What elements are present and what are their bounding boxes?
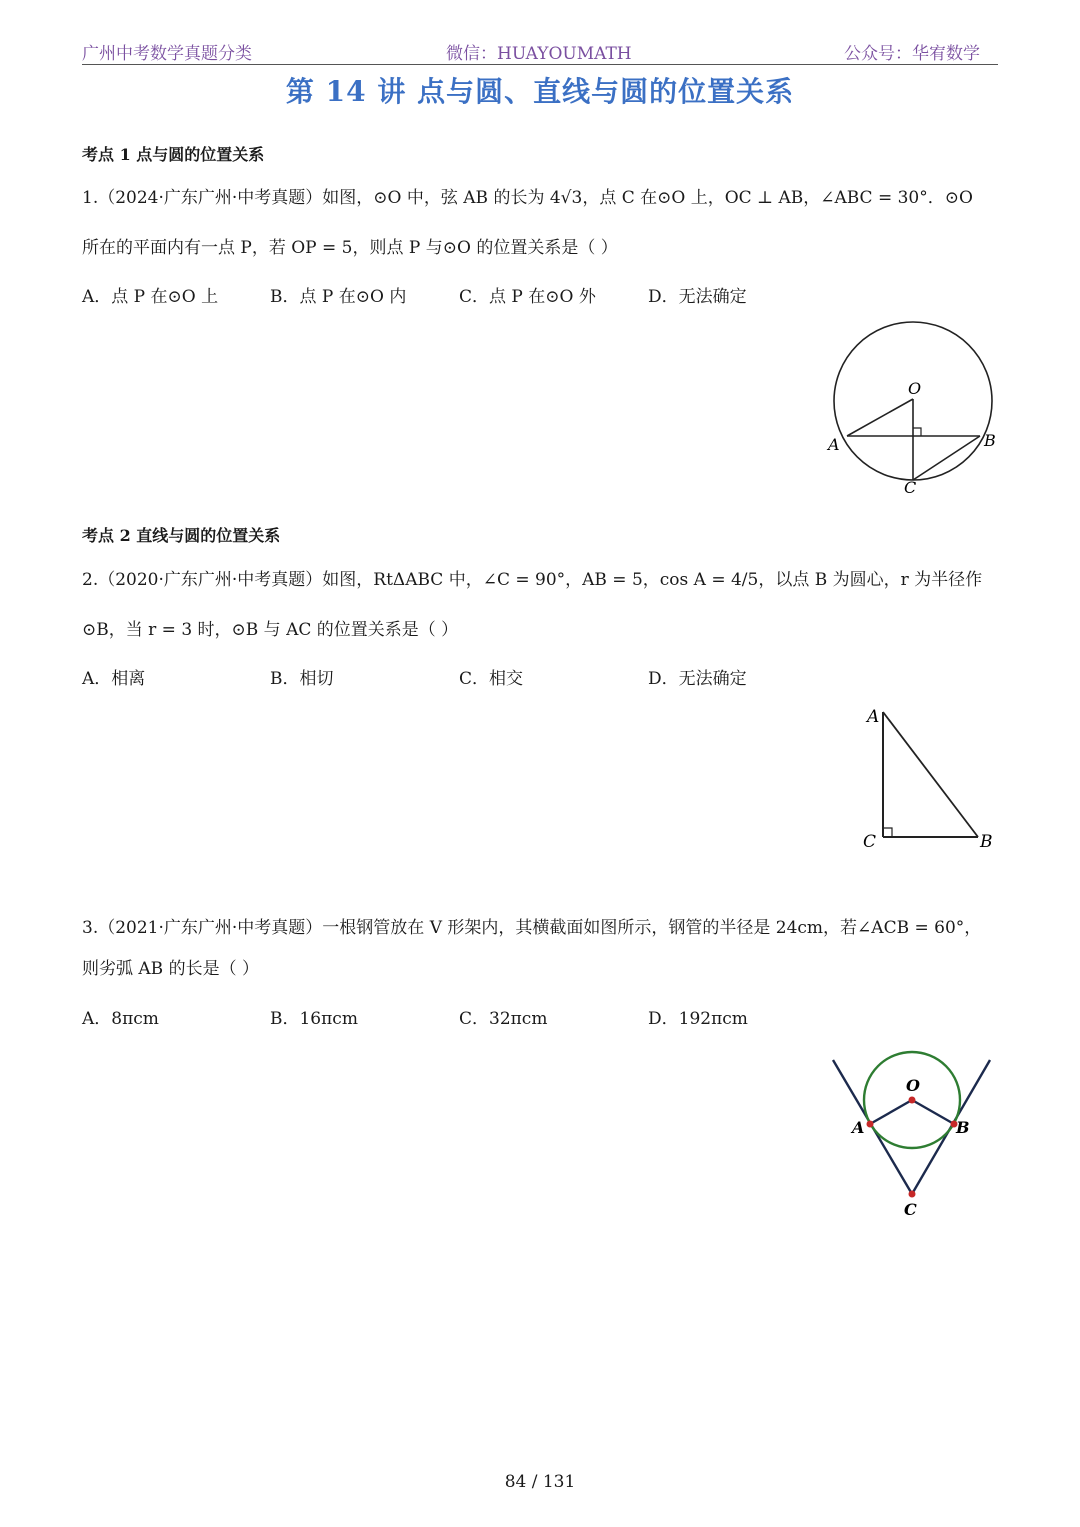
question-2-option-b: B．相切 <box>270 669 334 689</box>
question-3-option-b: B．16πcm <box>270 1009 358 1029</box>
header-wechat: 微信：HUAYOUMATH <box>446 44 632 64</box>
label-b: B <box>956 1118 970 1137</box>
question-3-option-c: C．32πcm <box>459 1009 548 1029</box>
label-c: C <box>904 478 917 497</box>
point-o <box>909 1097 916 1104</box>
radius-ob <box>912 1100 954 1124</box>
question-1-figure <box>820 315 1010 505</box>
question-2-figure <box>855 700 1005 860</box>
point-c <box>909 1191 916 1198</box>
radius-oa <box>870 1100 912 1124</box>
label-o: O <box>908 379 922 398</box>
question-2-line-1: 2.（2020·广东广州·中考真题）如图，RtΔABC 中，∠C = 90°，AB = 5，cos A = 4/5，以点 B 为圆心，r 为半径作 <box>82 570 983 590</box>
page-header <box>82 36 998 65</box>
question-1-line-2: 所在的平面内有一点 P，若 OP = 5，则点 P 与⊙O 的位置关系是（ ） <box>82 238 618 258</box>
question-3-line-2: 则劣弧 AB 的长是（ ） <box>82 959 259 979</box>
label-b: B <box>980 832 993 852</box>
point-a <box>867 1121 874 1128</box>
page-number: 84 / 131 <box>504 1472 576 1492</box>
header-public-account: 公众号：华宥数学 <box>844 44 980 64</box>
question-3-option-d: D．192πcm <box>648 1009 748 1029</box>
label-o: O <box>906 1076 920 1095</box>
label-a: A <box>867 707 880 727</box>
label-c: C <box>904 1200 917 1219</box>
right-angle-mark <box>883 828 892 837</box>
question-1-option-c: C．点 P 在⊙O 外 <box>459 287 596 307</box>
section-heading-1: 考点 1 点与圆的位置关系 <box>82 145 265 164</box>
segment-oa <box>847 399 913 436</box>
question-3-line-1: 3.（2021·广东广州·中考真题）一根钢管放在 V 形架内，其横截面如图所示，钢管的半径是 24cm，若∠ACB = 60°， <box>82 918 982 938</box>
section-heading-2: 考点 2 直线与圆的位置关系 <box>82 526 281 545</box>
question-3-figure <box>820 1040 1010 1225</box>
question-1-option-b: B．点 P 在⊙O 内 <box>270 287 407 307</box>
question-1-option-d: D．无法确定 <box>648 287 747 307</box>
question-2-option-d: D．无法确定 <box>648 669 747 689</box>
question-1-line-1: 1.（2024·广东广州·中考真题）如图，⊙O 中，弦 AB 的长为 4√3，点 C 在⊙O 上，OC ⊥ AB，∠ABC = 30°．⊙O <box>82 188 973 208</box>
question-2-line-2: ⊙B，当 r = 3 时，⊙B 与 AC 的位置关系是（ ） <box>82 620 459 640</box>
right-angle-mark <box>913 428 921 436</box>
question-2-option-a: A．相离 <box>82 669 146 689</box>
lecture-title: 第 14 讲 点与圆、直线与圆的位置关系 <box>285 75 795 108</box>
label-a: A <box>852 1118 865 1137</box>
side-ab <box>883 712 978 837</box>
label-c: C <box>863 832 877 852</box>
question-3-option-a: A．8πcm <box>82 1009 159 1029</box>
question-2-option-c: C．相交 <box>459 669 524 689</box>
label-b: B <box>984 431 996 450</box>
label-a: A <box>828 435 840 454</box>
header-series: 广州中考数学真题分类 <box>82 44 252 64</box>
question-1-option-a: A．点 P 在⊙O 上 <box>82 287 219 307</box>
